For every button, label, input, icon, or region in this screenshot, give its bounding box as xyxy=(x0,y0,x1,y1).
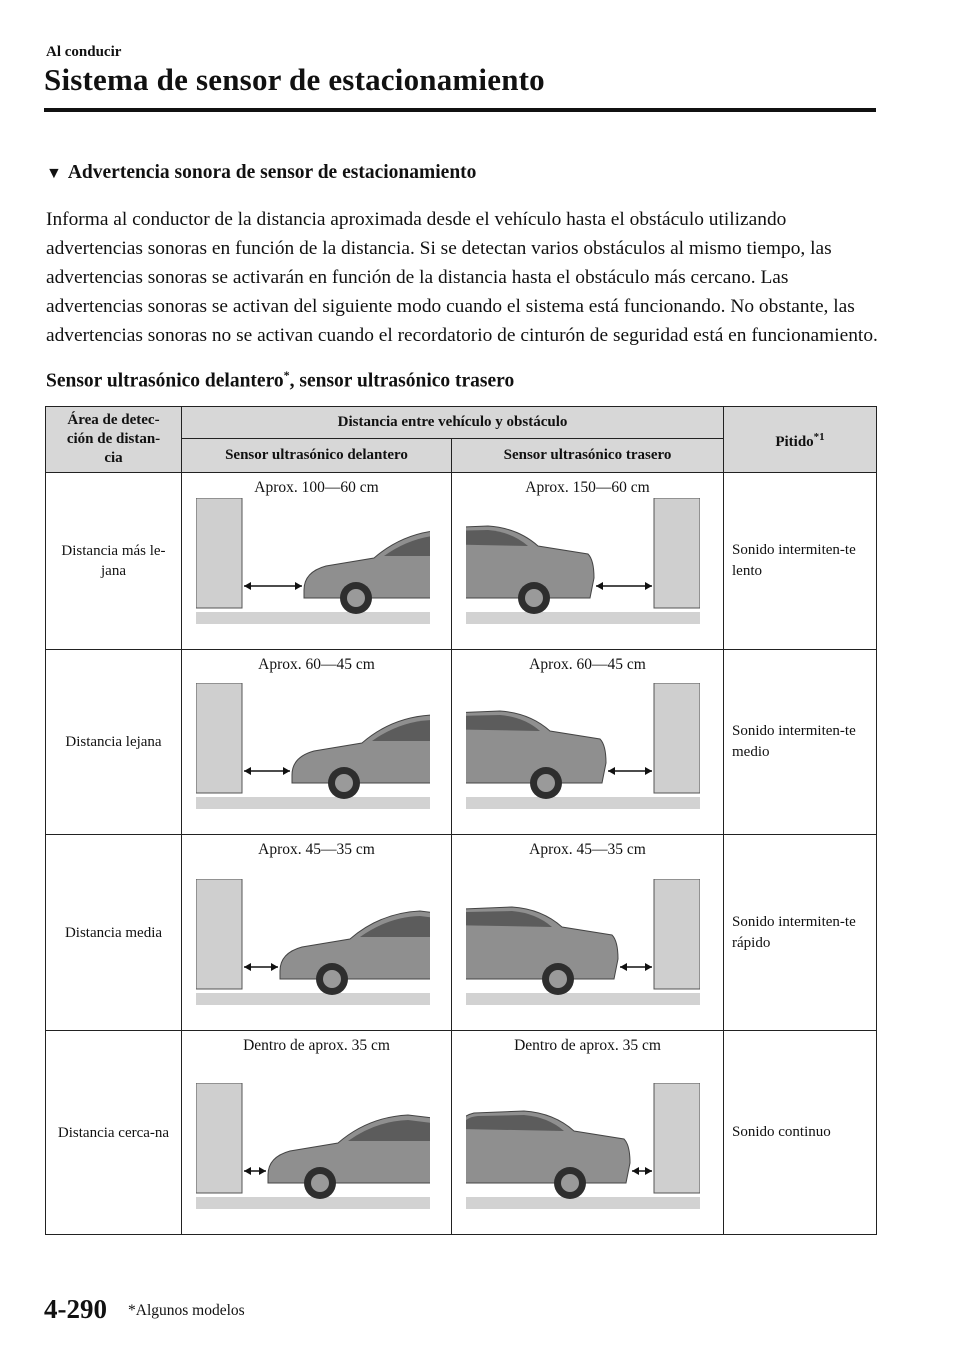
ground xyxy=(466,993,700,1005)
subsection-title: Advertencia sonora de sensor de estacionamiento xyxy=(67,162,477,183)
section-label: Al conducir xyxy=(46,44,122,60)
front-sensor-cell xyxy=(182,835,452,1031)
rear-distance-label: Aprox. 150―60 cm xyxy=(525,479,650,496)
ground xyxy=(196,993,430,1005)
subsection-heading xyxy=(46,162,476,184)
asterisk-mark: * xyxy=(283,368,290,382)
distance-table xyxy=(45,406,877,1235)
front-sensor-cell xyxy=(182,650,452,835)
front-diagram xyxy=(196,498,430,626)
front-distance-label: Aprox. 100―60 cm xyxy=(254,479,379,496)
rear-sensor-cell xyxy=(452,1031,724,1235)
rear-distance-label: Dentro de aprox. 35 cm xyxy=(514,1037,661,1054)
page-title: Sistema de sensor de estacionamiento xyxy=(44,62,545,97)
header-rear: Sensor ultrasónico trasero xyxy=(452,439,724,473)
car-rear-view xyxy=(466,907,618,995)
rear-distance-label: Aprox. 45―35 cm xyxy=(529,841,646,858)
car-rear-view xyxy=(466,1111,630,1199)
rear-diagram xyxy=(466,879,700,1007)
front-diagram xyxy=(196,1083,430,1211)
intro-paragraph: Informa al conductor de la distancia aproximada desde el vehículo hasta el obstáculo utilizando advertencias sonoras en función de la distancia. Si se detectan varios obstáculos al mismo tiempo, las advertencias sonoras se activarán en función de la distancia hasta el obstáculo más cercano. Las advertencias sonoras se activan del siguiente modo cuando el sistema está funcionando. No obstante, las advertencias sonoras no se activan cuando el recordatorio de cinturón de seguridad está en funcionamiento. xyxy=(46,209,878,346)
obstacle-wall xyxy=(196,879,242,989)
car-front-view xyxy=(280,911,430,995)
front-sensor-cell xyxy=(182,1031,452,1235)
rear-sensor-cell xyxy=(452,650,724,835)
ground xyxy=(466,612,700,624)
header-area: Área de detec-ción de distan-cia xyxy=(46,407,182,473)
front-distance-label: Aprox. 60―45 cm xyxy=(258,656,375,673)
obstacle-wall xyxy=(654,683,700,793)
front-diagram xyxy=(196,879,430,1007)
car-front-view xyxy=(268,1115,430,1199)
page-number: 4-290 xyxy=(44,1294,107,1324)
header-front: Sensor ultrasónico delantero xyxy=(182,439,452,473)
area-cell: Distancia lejana xyxy=(46,650,182,835)
front-sensor-cell xyxy=(182,473,452,650)
table-row xyxy=(46,1031,877,1235)
triangle-bullet-icon: ▼ xyxy=(46,165,62,182)
rear-sensor-cell xyxy=(452,473,724,650)
rear-diagram xyxy=(466,498,700,626)
beep-cell: Sonido intermiten-te rápido xyxy=(724,835,877,1031)
car-front-view xyxy=(304,530,430,614)
table-heading-part2: , sensor ultrasónico trasero xyxy=(289,370,515,392)
table-heading-part1: Sensor ultrasónico delantero xyxy=(46,370,284,392)
ground xyxy=(466,1197,700,1209)
beep-cell: Sonido intermiten-te lento xyxy=(724,473,877,650)
rear-distance-label: Aprox. 60―45 cm xyxy=(529,656,646,673)
obstacle-wall xyxy=(654,498,700,608)
header-beep xyxy=(724,407,877,473)
car-front-view xyxy=(292,715,430,799)
car-rear-view xyxy=(466,526,594,614)
table-heading xyxy=(46,368,514,393)
obstacle-wall xyxy=(654,1083,700,1193)
ground xyxy=(196,612,430,624)
rear-diagram xyxy=(466,1083,700,1211)
front-distance-label: Dentro de aprox. 35 cm xyxy=(243,1037,390,1054)
area-cell: Distancia más le-jana xyxy=(46,473,182,650)
header-distance: Distancia entre vehículo y obstáculo xyxy=(182,407,724,439)
area-cell: Distancia cerca-na xyxy=(46,1031,182,1235)
footnote: *Algunos modelos xyxy=(128,1302,245,1319)
obstacle-wall xyxy=(196,683,242,793)
car-rear-view xyxy=(466,711,606,799)
front-distance-label: Aprox. 45―35 cm xyxy=(258,841,375,858)
header-beep-note: *1 xyxy=(813,430,825,443)
obstacle-wall xyxy=(654,879,700,989)
ground xyxy=(196,797,430,809)
title-divider xyxy=(44,108,876,112)
header-beep-label: Pitido xyxy=(775,433,814,450)
obstacle-wall xyxy=(196,498,242,608)
table-body xyxy=(46,473,877,1235)
ground xyxy=(466,797,700,809)
front-diagram xyxy=(196,683,430,811)
area-cell: Distancia media xyxy=(46,835,182,1031)
table-row xyxy=(46,650,877,835)
beep-cell: Sonido continuo xyxy=(724,1031,877,1235)
table-row xyxy=(46,473,877,650)
rear-sensor-cell xyxy=(452,835,724,1031)
beep-cell: Sonido intermiten-te medio xyxy=(724,650,877,835)
ground xyxy=(196,1197,430,1209)
table-row xyxy=(46,835,877,1031)
obstacle-wall xyxy=(196,1083,242,1193)
rear-diagram xyxy=(466,683,700,811)
